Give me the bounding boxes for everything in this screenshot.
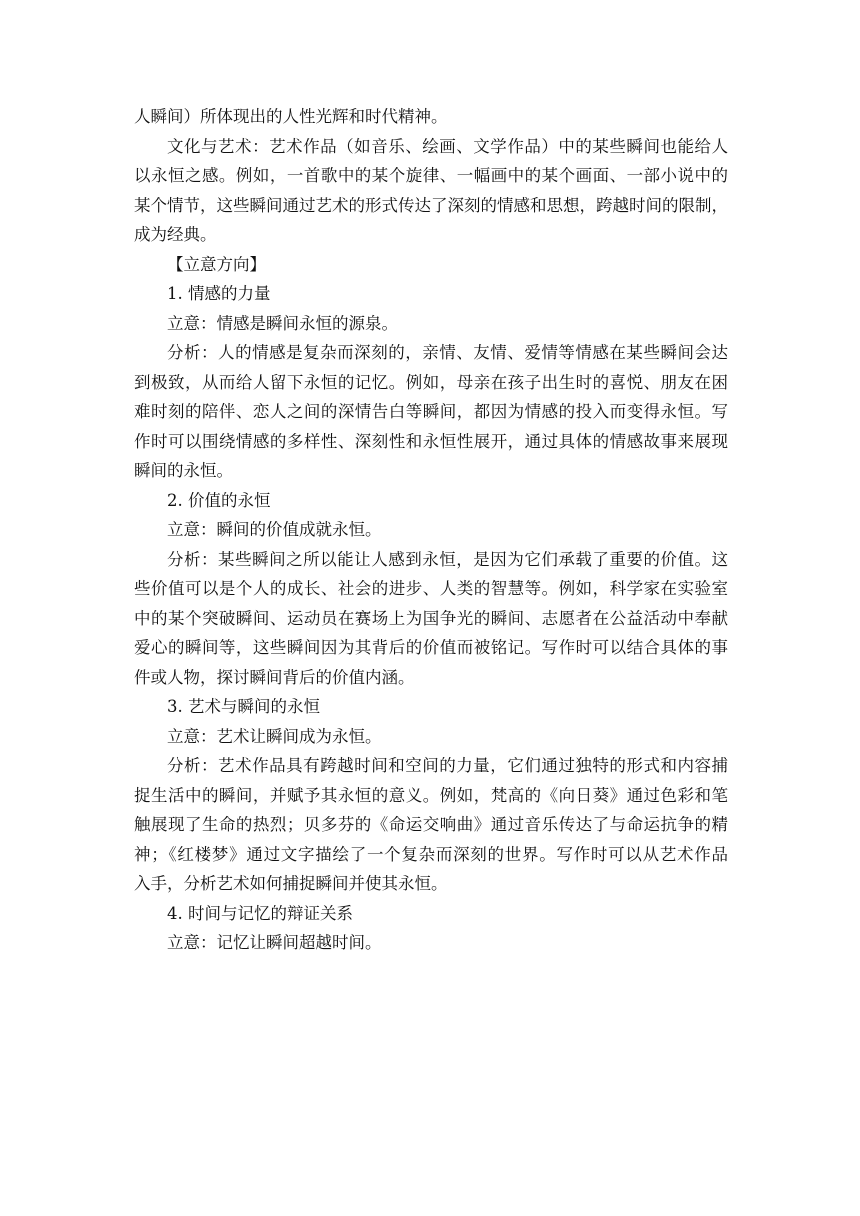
text-line: 到极致，从而给人留下永恒的记忆。例如，母亲在孩子出生时的喜悦、朋友在困 <box>134 372 728 392</box>
text-line: 1. 情感的力量 <box>167 284 271 303</box>
text-line: 瞬间的永恒。 <box>134 461 233 480</box>
text-line: 作时可以围绕情感的多样性、深刻性和永恒性展开，通过具体的情感故事来展现 <box>134 431 728 451</box>
text-line: 难时刻的陪伴、恋人之间的深情告白等瞬间，都因为情感的投入而变得永恒。写 <box>134 402 728 421</box>
text-line: 捉生活中的瞬间，并赋予其永恒的意义。例如，梵高的《向日葵》通过色彩和笔 <box>134 785 728 805</box>
text-line: 2. 价值的永恒 <box>167 490 271 510</box>
text-line: 3. 艺术与瞬间的永恒 <box>167 697 320 716</box>
text-line: 分析：人的情感是复杂而深刻的，亲情、友情、爱情等情感在某些瞬间会达 <box>167 343 728 362</box>
text-line: 神；《红楼梦》通过文字描绘了一个复杂而深刻的世界。写作时可以从艺术作品 <box>134 844 728 864</box>
text-line: 以永恒之感。例如，一首歌中的某个旋律、一幅画中的某个画面、一部小说中的 <box>134 166 728 185</box>
text-line: 立意：艺术让瞬间成为永恒。 <box>167 726 382 746</box>
text-line: 些价值可以是个人的成长、社会的进步、人类的智慧等。例如，科学家在实验室 <box>134 579 728 598</box>
text-line: 件或人物，探讨瞬间背后的价值内涵。 <box>134 667 415 687</box>
text-line: 立意：记忆让瞬间超越时间。 <box>167 933 382 952</box>
text-line: 分析：艺术作品具有跨越时间和空间的力量，它们通过独特的形式和内容捕 <box>167 756 728 775</box>
text-line: 人瞬间）所体现出的人性光辉和时代精神。 <box>134 107 448 126</box>
text-line: 触展现了生命的热烈；贝多芬的《命运交响曲》通过音乐传达了与命运抗争的精 <box>134 815 728 834</box>
text-line: 立意：瞬间的价值成就永恒。 <box>167 520 382 539</box>
text-line: 成为经典。 <box>134 225 217 244</box>
text-line: 爱心的瞬间等，这些瞬间因为其背后的价值而被铭记。写作时可以结合具体的事 <box>134 638 728 657</box>
text-line: 某个情节，这些瞬间通过艺术的形式传达了深刻的情感和思想，跨越时间的限制， <box>134 195 728 215</box>
text-line: 4. 时间与记忆的辩证关系 <box>167 903 353 923</box>
text-line: 入手，分析艺术如何捕捉瞬间并使其永恒。 <box>134 874 448 893</box>
text-line: 中的某个突破瞬间、运动员在赛场上为国争光的瞬间、志愿者在公益活动中奉献 <box>134 608 728 628</box>
text-line: 文化与艺术：艺术作品（如音乐、绘画、文学作品）中的某些瞬间也能给人 <box>167 136 728 156</box>
text-line: 【立意方向】 <box>167 254 266 274</box>
text-line: 分析：某些瞬间之所以能让人感到永恒，是因为它们承载了重要的价值。这 <box>167 549 728 569</box>
text-line: 立意：情感是瞬间永恒的源泉。 <box>167 313 398 333</box>
